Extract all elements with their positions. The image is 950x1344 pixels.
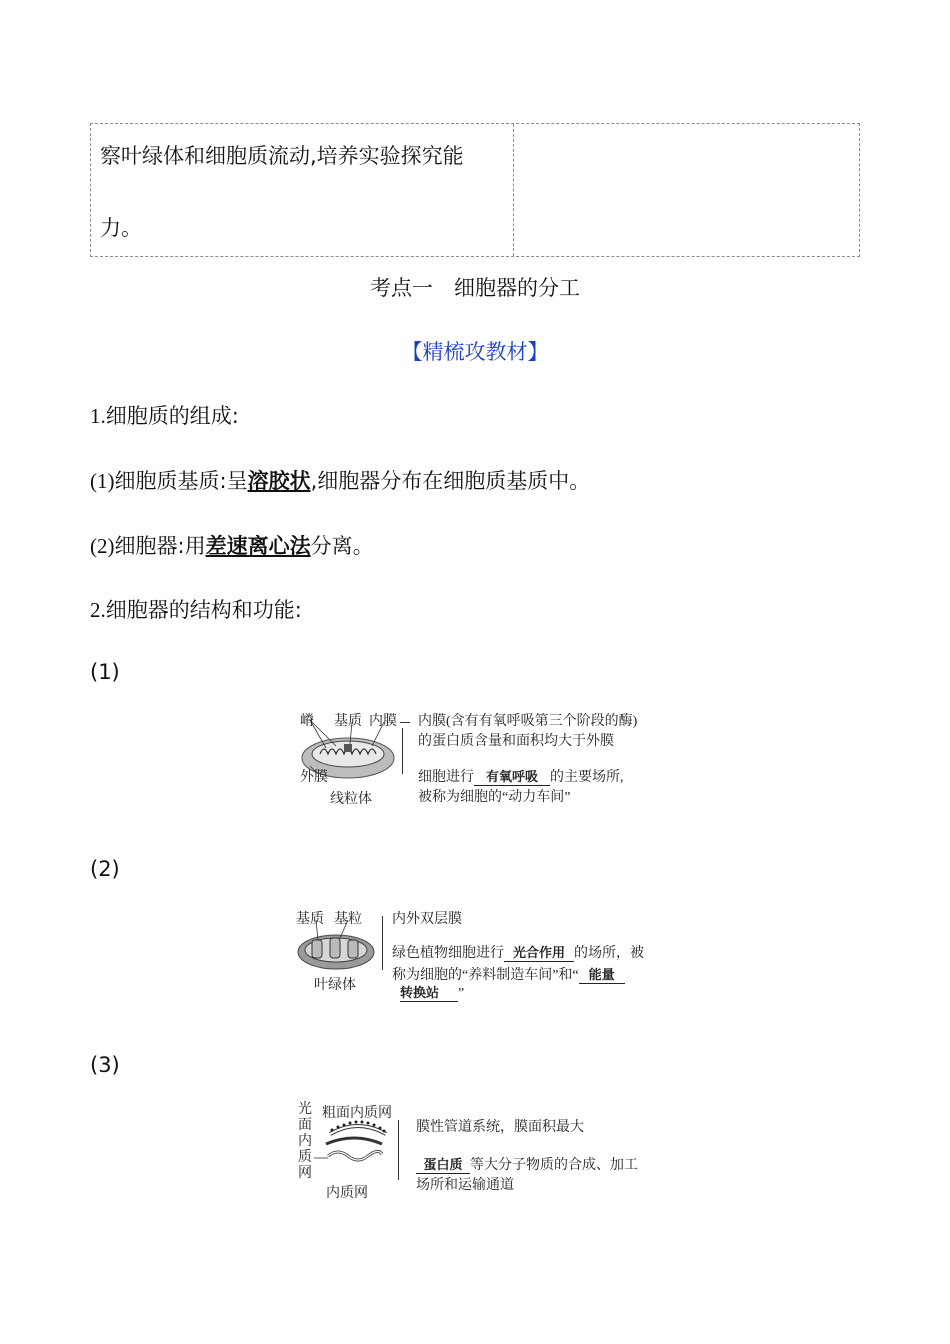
paragraph-4	[90, 594, 302, 624]
mito-desc-line-2: 的蛋白质含量和面积均大于外膜	[418, 734, 614, 749]
item-number-1: (1)	[90, 660, 120, 684]
paragraph-text: 细胞器:用	[114, 534, 206, 558]
answer-blank: 能量	[579, 964, 625, 984]
er-desc-line-1: 膜性管道系统，膜面积最大	[416, 1120, 584, 1135]
cristae-label: 嵴	[300, 714, 314, 729]
paragraph-text: 细胞质基质:呈	[114, 469, 248, 493]
chloroplast-figure	[296, 904, 666, 1004]
chloro-desc-line-2: 绿色植物细胞进行 光合作用 的场所，被	[392, 942, 644, 962]
answer-blank: 光合作用	[504, 942, 574, 962]
rough-er-label: 粗面内质网	[322, 1106, 392, 1121]
paragraph-1	[90, 400, 239, 430]
outer-membrane-label: 外膜	[300, 770, 328, 785]
answer-blank: 转换站	[400, 982, 458, 1002]
answer-blank: 蛋白质	[416, 1154, 470, 1174]
grana-label: 基粒	[334, 912, 362, 927]
chloro-desc-line-4: 转换站 ”	[400, 982, 464, 1002]
key-term: 溶胶状	[247, 469, 311, 493]
key-term: 差速离心法	[205, 534, 311, 558]
figure-caption: 线粒体	[330, 792, 372, 807]
paragraph-2	[90, 465, 590, 495]
paragraph-number: 2.	[90, 598, 106, 622]
item-number-2: (2)	[90, 857, 120, 881]
objective-table	[90, 123, 860, 257]
er-desc-line-3: 场所和运输通道	[416, 1178, 514, 1193]
paragraph-number: (1)	[90, 469, 115, 493]
table-cell-text-continued: 力。	[100, 216, 142, 240]
section-title: 考点一 细胞器的分工	[370, 276, 580, 300]
mitochondria-figure	[296, 706, 666, 811]
mito-desc-line-4: 被称为细胞的“动力车间”	[418, 790, 571, 805]
figure-caption: 叶绿体	[314, 978, 356, 993]
paragraph-text: 分离。	[310, 534, 374, 558]
chloro-desc-line-3: 称为细胞的“养料制造车间”和“ 能量	[392, 964, 625, 984]
er-figure	[296, 1100, 666, 1204]
chloro-desc-line-1: 内外双层膜	[392, 912, 462, 927]
paragraph-number: (2)	[90, 534, 115, 558]
paragraph-text: 细胞器的结构和功能:	[105, 598, 302, 622]
inner-membrane-label: 内膜	[369, 714, 397, 729]
table-column-divider	[513, 124, 514, 256]
paragraph-number: 1.	[90, 404, 106, 428]
smooth-er-label: 光 面 内 质 网	[298, 1102, 312, 1181]
matrix-label: 基质	[334, 714, 362, 729]
paragraph-text: ,细胞器分布在细胞质基质中。	[310, 469, 591, 493]
paragraph-text: 细胞质的组成:	[105, 404, 239, 428]
matrix-label: 基质	[296, 912, 324, 927]
table-cell-text: 察叶绿体和细胞质流动,培养实验探究能	[100, 144, 464, 168]
mito-desc-line-3: 细胞进行 有氧呼吸 的主要场所,	[418, 766, 624, 786]
item-number-3: (3)	[90, 1053, 120, 1077]
answer-blank: 有氧呼吸	[474, 766, 550, 786]
er-desc-line-2: 蛋白质 等大分子物质的合成、加工	[416, 1154, 638, 1174]
paragraph-3	[90, 530, 374, 560]
mito-desc-line-1: 内膜(含有有氧呼吸第三个阶段的酶)	[418, 714, 638, 729]
figure-caption: 内质网	[326, 1186, 368, 1201]
subsection-title: 【精梳攻教材】	[401, 340, 549, 364]
